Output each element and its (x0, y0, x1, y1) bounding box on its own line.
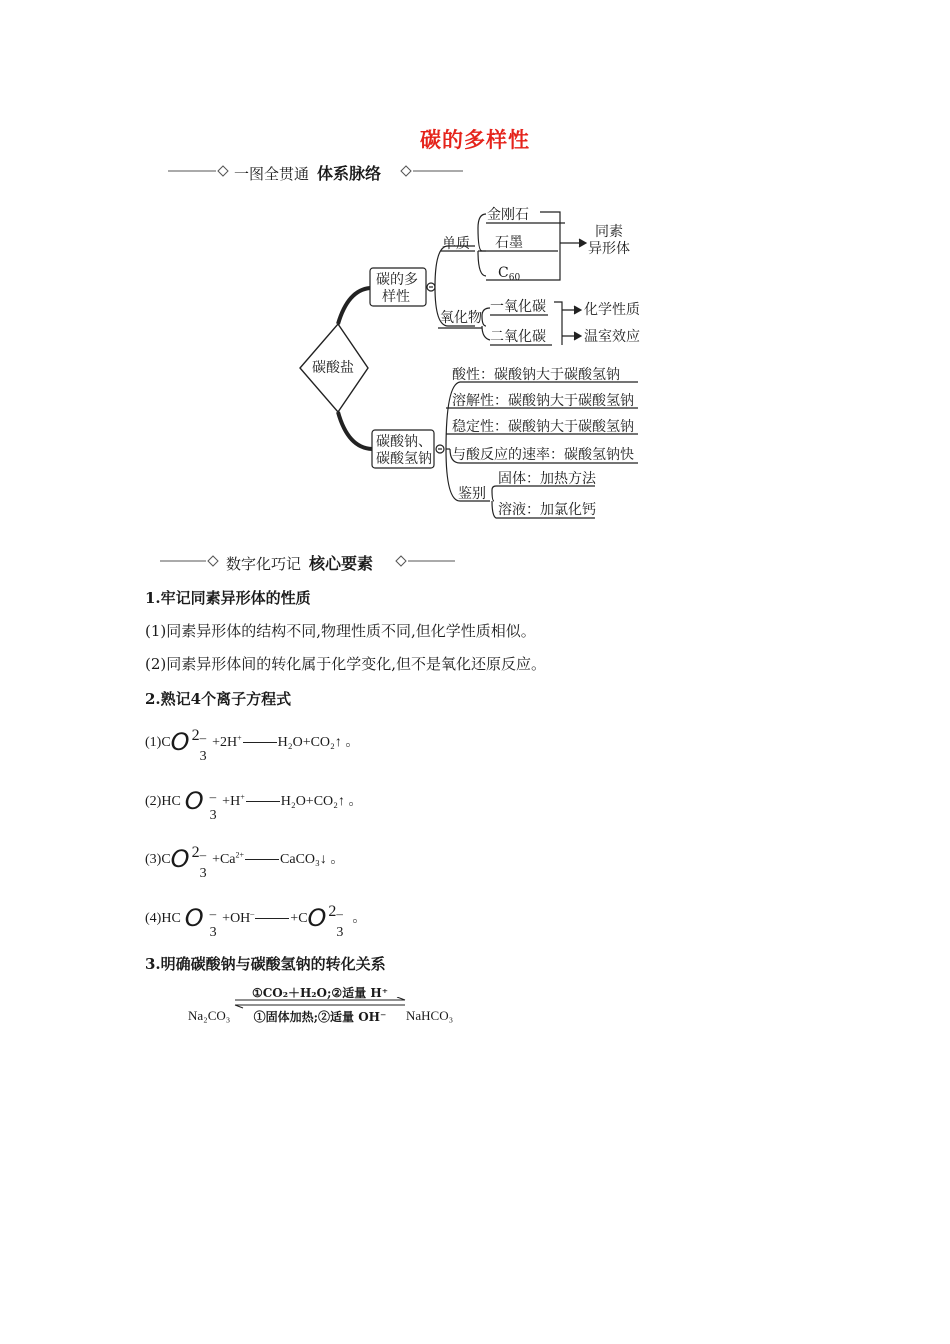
oxide-2: 二氧化碳 (490, 329, 546, 345)
prop-3: 稳定性：碳酸钠大于碳酸氢钠 (452, 419, 634, 435)
equation-1: (1)CO 23– +2H+ H₂O+CO₂↑ 。 (145, 727, 360, 764)
branch1-line2: 样性 (382, 289, 410, 305)
conversion-right: NaHCO₃ (406, 1008, 454, 1023)
heading-conversion: 3.明确碳酸钠与碳酸氢钠的转化关系 (145, 955, 386, 973)
equation-3: (3)CO $23- +Ca^{2+}$ CaCO₃↓ 。 (145, 844, 345, 881)
paragraph-1: (1)同素异形体的结构不同,物理性质不同,但化学性质相似。 (145, 622, 536, 640)
identify-label: 鉴别 (458, 486, 486, 502)
conversion-bottom-label: ①固体加热;②适量 OH⁻ (253, 1010, 387, 1024)
equation-4: (4)HC O3– +OH– +CO 23– 。 (145, 903, 367, 940)
heading-equations: 2.熟记4个离子方程式 (145, 690, 292, 708)
prop-4: 与酸反应的速率：碳酸氢钠快 (452, 447, 634, 463)
root-label: 碳酸盐 (312, 360, 354, 376)
branch1-line1: 碳的多 (376, 272, 418, 288)
branch2-line2: 碳酸氢钠 (376, 451, 432, 467)
conversion-top-label: ①CO₂＋H₂O;②适量 H⁺ (251, 986, 389, 1000)
prop-2: 溶解性：碳酸钠大于碳酸氢钠 (452, 393, 634, 409)
concept-map (290, 198, 660, 528)
oxide-label: 氧化物 (440, 310, 482, 326)
equation-2: (2)HC O3– +H+ H₂O+CO₂↑ 。 (145, 787, 363, 823)
allotrope-result-1: 同素 (595, 224, 623, 240)
oxide-result-1: 化学性质 (584, 302, 640, 318)
band-prefix: 一图全贯通 (234, 165, 310, 183)
heading-allotropes: 1.牢记同素异形体的性质 (145, 589, 311, 607)
section-band-system (168, 160, 468, 182)
allotrope-result-2: 异形体 (588, 241, 630, 257)
branch2-line1: 碳酸钠、 (376, 434, 432, 450)
page-title: 碳的多样性 (420, 127, 530, 152)
prop-1: 酸性：碳酸钠大于碳酸氢钠 (452, 367, 620, 383)
section-band-core (160, 550, 460, 572)
conversion-left: Na₂CO₃ (188, 1008, 231, 1023)
oxide-result-2: 温室效应 (584, 329, 640, 345)
danzhi-label: 单质 (442, 236, 470, 252)
paragraph-2: (2)同素异形体间的转化属于化学变化,但不是氧化还原反应。 (145, 655, 547, 673)
allotrope-2: 石墨 (495, 235, 523, 251)
identify-2: 溶液：加氯化钙 (498, 502, 596, 518)
band-main: 核心要素 (309, 554, 374, 573)
allotrope-1: 金刚石 (487, 207, 529, 223)
allotrope-3: $C_{60}$ (498, 265, 521, 283)
band-prefix: 数字化巧记 (226, 555, 302, 573)
oxide-1: 一氧化碳 (490, 299, 546, 315)
identify-1: 固体：加热方法 (498, 471, 596, 487)
conversion-relation (188, 984, 468, 1028)
band-main: 体系脉络 (317, 164, 382, 183)
